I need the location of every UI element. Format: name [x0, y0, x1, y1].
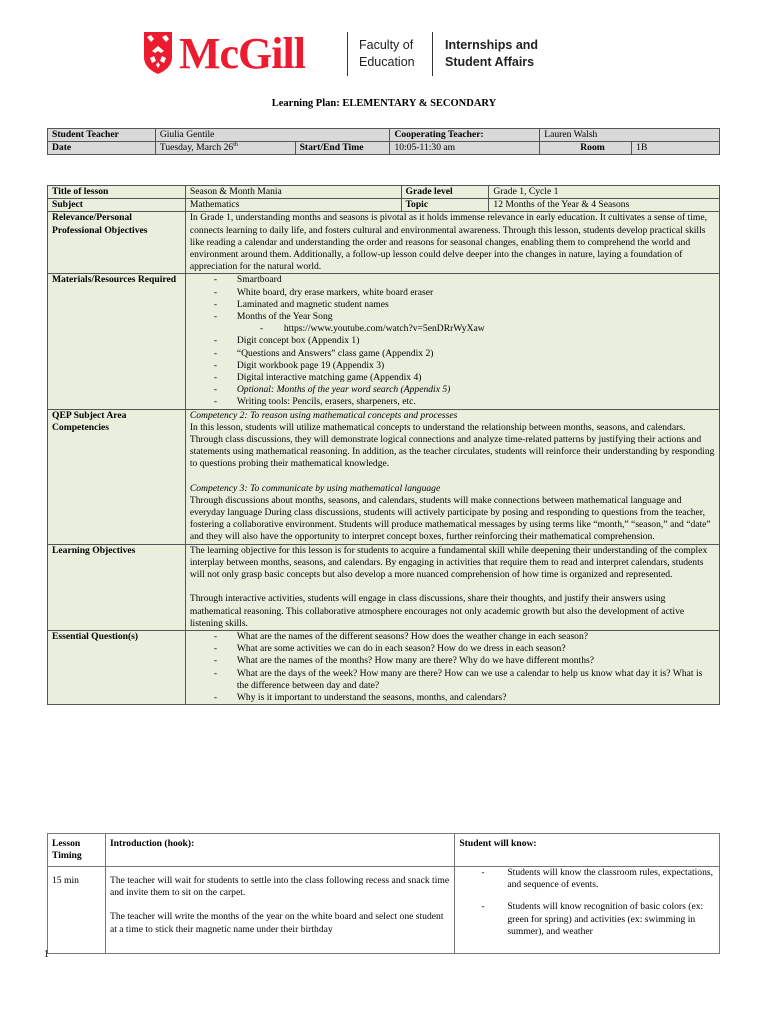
- student-teacher-value: Giulia Gentile: [155, 129, 390, 142]
- subject-label: Subject: [48, 199, 186, 212]
- date-value: Tuesday, March 26th: [155, 142, 295, 155]
- room-value: 1B: [632, 142, 720, 155]
- list-item: - Students will know the classroom rules, expectations, and sequence of events.: [459, 867, 715, 891]
- list-item: - White board, dry erase markers, white board eraser: [190, 287, 715, 299]
- objectives-paragraph-2: Through interactive activities, students will engage in class discussions, share their thoughts, and justify their answers using mathematical reasoning. This collaborative atmosphere encourages not only academic growth but also the development of active listening skills.: [189, 593, 685, 629]
- song-link[interactable]: - https://www.youtube.com/watch?v=5enDRrWyXaw: [190, 323, 715, 335]
- grade-level-label: Grade level: [401, 186, 489, 199]
- teacher-info-table: [47, 128, 720, 155]
- list-item: - Laminated and magnetic student names: [190, 299, 715, 311]
- list-item: - “Questions and Answers” class game (Appendix 2): [190, 348, 715, 360]
- subject-value: Mathematics: [185, 199, 401, 212]
- list-item: - Digital interactive matching game (Appendix 4): [190, 372, 715, 384]
- list-item: - What are the days of the week? How many are there? How can we use a calendar to help us know what day it is? What is the difference between day and date?: [190, 668, 715, 692]
- page-number: 1: [44, 949, 49, 960]
- list-item: - Why is it important to understand the seasons, months, and calendars?: [190, 692, 715, 704]
- competency-3-text: Through discussions about months, seasons, and calendars, students will make connections between mathematical language and everyday language During class discussions, students will actively participate by posing and responding to questions from the teacher, fostering a collaborative environment. Students will produce mathematical messages by using terms like “month,” “season,” and “date” and they will also have the opportunity to interpret concept boxes, further reinforcing their mathematical comprehension.: [189, 494, 711, 543]
- list-item: - Optional: Months of the year word search (Appendix 5): [190, 384, 715, 396]
- unit-line-2: Student Affairs: [445, 55, 535, 69]
- qep-cell: [185, 409, 719, 544]
- page-header: [143, 28, 563, 84]
- competency-2-text: In this lesson, students will utilize mathematical concepts to understand the relationship between months, seasons, and calendars. Through class discussions, they will demonstrate logical connections and analyze time-related patterns by justifying their actions and statements using mathematical reasoning. In addition, as the teacher circulates, students will reinforce their understanding by responding to questions probing their mathematical knowledge.: [189, 421, 715, 470]
- lesson-title-value: Season & Month Mania: [185, 186, 401, 199]
- lesson-timing-label: Lesson Timing: [48, 834, 106, 867]
- list-item: - What are some activities we can do in each season? How do we dress in each season?: [190, 643, 715, 655]
- introduction-cell: [105, 867, 454, 954]
- introduction-label: Introduction (hook):: [105, 834, 454, 867]
- essential-questions-label: Essential Question(s): [48, 630, 186, 704]
- list-item: - What are the names of the different seasons? How does the weather change in each season?: [190, 631, 715, 643]
- header-divider: [432, 32, 433, 76]
- list-item: - Digit concept box (Appendix 1): [190, 335, 715, 347]
- date-label: Date: [48, 142, 156, 155]
- list-item: - Students will know recognition of basic colors (ex: green for spring) and activities (ex: swimming in summer), and weather: [459, 901, 715, 938]
- topic-value: 12 Months of the Year & 4 Seasons: [489, 199, 720, 212]
- list-item: - Writing tools: Pencils, erasers, sharpeners, etc.: [190, 396, 715, 408]
- relevance-text: In Grade 1, understanding months and seasons is pivotal as it holds immense relevance in early education. It cultivates a sense of time, connects learning to daily life, and fosters cultural and environmental awareness. Through this lesson, students develop practical skills like reading a calendar and understanding the order and reasons for seasonal changes, enabling them to comprehend the world and environment around them. Additionally, a follow-up lesson could delve deeper into the changes in nature, laying a foundation of appreciation for the natural world.: [185, 212, 719, 274]
- cooperating-teacher-value: Lauren Walsh: [540, 129, 720, 142]
- header-divider: [347, 32, 348, 76]
- list-item: - What are the names of the months? How many are there? Why do we have different months?: [190, 655, 715, 667]
- competency-2-title: Competency 2: To reason using mathematical concepts and processes: [189, 409, 458, 421]
- unit-line-1: Internships and: [445, 38, 539, 52]
- introduction-paragraph-2: The teacher will write the months of the year on the white board and select one student at a time to stick their magnetic name under their birthday: [109, 911, 444, 935]
- time-value: 10:05-11:30 am: [390, 142, 540, 155]
- introduction-paragraph-1: The teacher will wait for students to settle into the class following recess and snack time and invite them to sit on the carpet.: [109, 875, 450, 899]
- student-will-know-label: Student will know:: [455, 834, 720, 867]
- lesson-info-table: [47, 185, 720, 705]
- list-item: - Digit workbook page 19 (Appendix 3): [190, 360, 715, 372]
- student-teacher-label: Student Teacher: [48, 129, 156, 142]
- grade-level-value: Grade 1, Cycle 1: [489, 186, 720, 199]
- relevance-label: Relevance/Personal Professional Objectives: [48, 212, 186, 274]
- list-item: - Smartboard: [190, 274, 715, 286]
- objectives-cell: [185, 544, 719, 630]
- student-will-know-list: [459, 867, 715, 938]
- essential-questions-list: [190, 631, 715, 704]
- plan-title: Learning Plan: ELEMENTARY & SECONDARY: [271, 98, 497, 109]
- faculty-line-2: Education: [359, 55, 415, 69]
- room-label: Room: [540, 142, 632, 155]
- student-will-know-cell: [455, 867, 720, 954]
- timing-15-min: 15 min: [48, 867, 106, 954]
- list-item: - Months of the Year Song: [190, 311, 715, 323]
- lesson-sequence-table: [47, 833, 720, 954]
- materials-label: Materials/Resources Required: [48, 274, 186, 409]
- cooperating-teacher-label: Cooperating Teacher:: [390, 129, 540, 142]
- objectives-label: Learning Objectives: [48, 544, 186, 630]
- faculty-line-1: Faculty of: [359, 38, 414, 52]
- materials-list: [190, 274, 715, 408]
- objectives-paragraph-1: The learning objective for this lesson is for students to acquire a fundamental skill while deepening their understanding of the complex interplay between months, seasons, and calendars. By engaging in activities that require them to read and interpret calendars, students will not only grasp basic concepts but also develop a more nuanced comprehension of how time is organized and represented.: [189, 544, 708, 581]
- mcgill-shield-icon: [143, 31, 173, 75]
- qep-label: QEP Subject Area Competencies: [48, 409, 186, 544]
- competency-3-title: Competency 3: To communicate by using mathematical language: [189, 482, 441, 494]
- topic-label: Topic: [401, 199, 489, 212]
- materials-cell: [185, 274, 719, 409]
- essential-questions-cell: [185, 630, 719, 704]
- mcgill-wordmark: McGill: [179, 29, 305, 78]
- time-label: Start/End Time: [295, 142, 390, 155]
- lesson-title-label: Title of lesson: [48, 186, 186, 199]
